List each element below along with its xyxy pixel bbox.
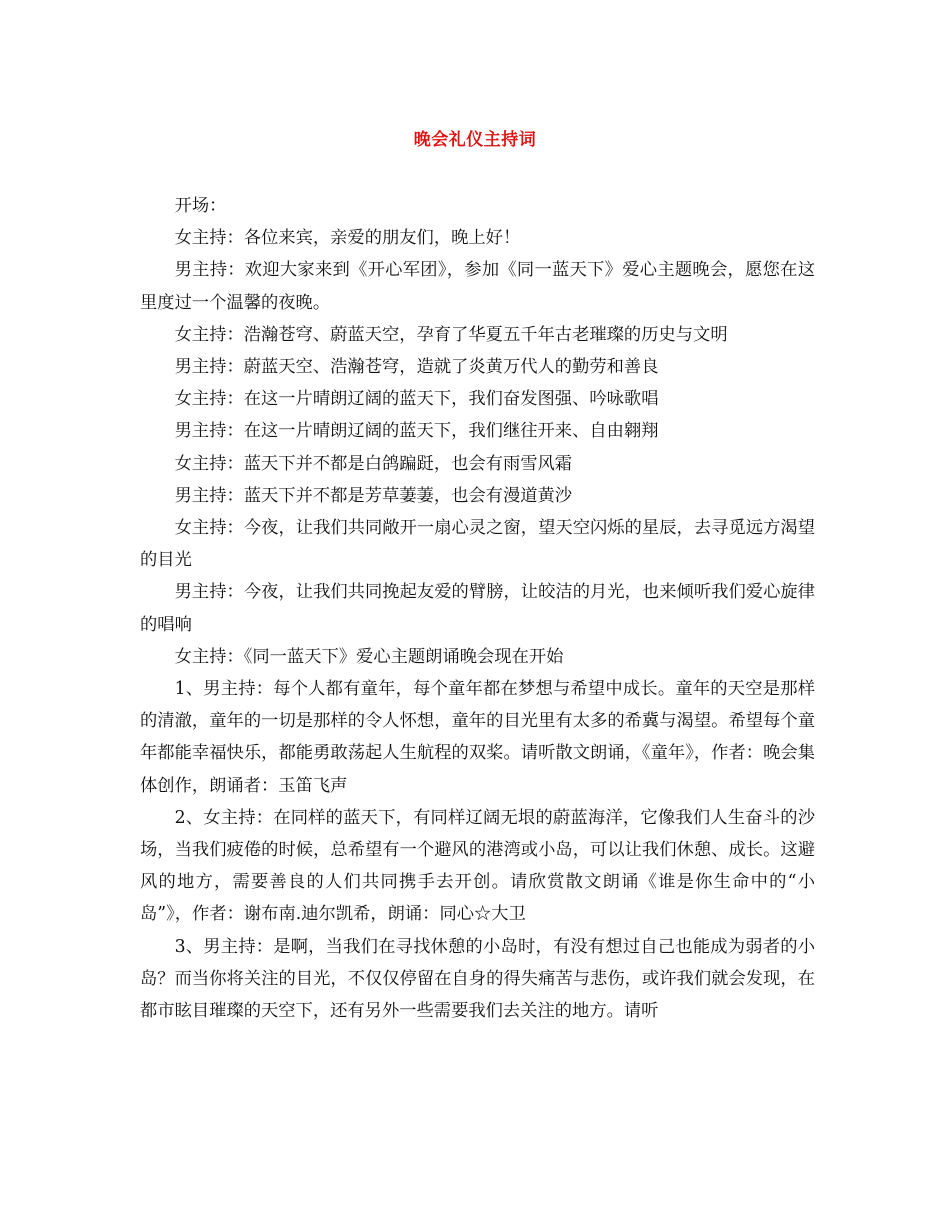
- paragraph: 女主持：蓝天下并不都是白鸽蹁跹，也会有雨雪风霜: [174, 453, 573, 474]
- paragraph-opening: 开场：: [174, 196, 227, 216]
- paragraph: 男主持：蓝天下并不都是芳草萋萋，也会有漫道黄沙: [174, 485, 573, 506]
- paragraph: 女主持：浩瀚苍穹、蔚蓝天空，孕育了华夏五千年古老璀璨的历史与文明: [174, 324, 728, 345]
- document-title: 晚会礼仪主持词: [413, 130, 537, 150]
- paragraph: 女主持：今夜，让我们共同敞开一扇心灵之窗，望天空闪烁的星辰，去寻觅远方渴望的目光: [140, 518, 815, 571]
- document-body: [140, 190, 815, 1027]
- paragraph: 男主持：蔚蓝天空、浩瀚苍穹，造就了炎黄万代人的勤劳和善良: [174, 357, 659, 378]
- paragraph-item-2: 2、女主持：在同样的蓝天下，有同样辽阔无垠的蔚蓝海洋，它像我们人生奋斗的沙场，当我们疲倦的时候，总希望有一个避风的港湾或小岛，可以让我们休憩、成长。这避风的地方，需要善良的人们共同携手去开创。请欣赏散文朗诵《谁是你生命中的“小岛”》，作者：谢布南.迪尔凯希，朗诵：同心☆大卫: [140, 807, 815, 925]
- paragraph: 女主持：各位来宾，亲爱的朋友们，晚上好！: [174, 228, 521, 249]
- paragraph: 女主持：在这一片晴朗辽阔的蓝天下，我们奋发图强、吟咏歌唱: [174, 389, 659, 410]
- paragraph-item-3: 3、男主持：是啊，当我们在寻找休憩的小岛时，有没有想过自己也能成为弱者的小岛？而当你将关注的目光，不仅仅停留在自身的得失痛苦与悲伤，或许我们就会发现，在都市眩目璀璨的天空下，还有另外一些需要我们去关注的地方。请听: [140, 936, 815, 1022]
- paragraph: 男主持：今夜，让我们共同挽起友爱的臂膀，让皎洁的月光，也来倾听我们爱心旋律的唱响: [140, 582, 815, 635]
- paragraph: 男主持：欢迎大家来到《开心军团》，参加《同一蓝天下》爱心主题晚会，愿您在这里度过一个温馨的夜晚。: [140, 260, 815, 313]
- paragraph: 女主持：《同一蓝天下》爱心主题朗诵晚会现在开始: [174, 646, 564, 667]
- paragraph-item-1: 1、男主持：每个人都有童年，每个童年都在梦想与希望中成长。童年的天空是那样的清澈，童年的一切是那样的令人怀想，童年的目光里有太多的希冀与渴望。希望每个童年都能幸福快乐，都能勇敢荡起人生航程的双桨。请听散文朗诵，《童年》，作者：晚会集体创作，朗诵者：玉笛飞声: [140, 679, 815, 796]
- paragraph: 男主持：在这一片晴朗辽阔的蓝天下，我们继往开来、自由翱翔: [174, 421, 659, 442]
